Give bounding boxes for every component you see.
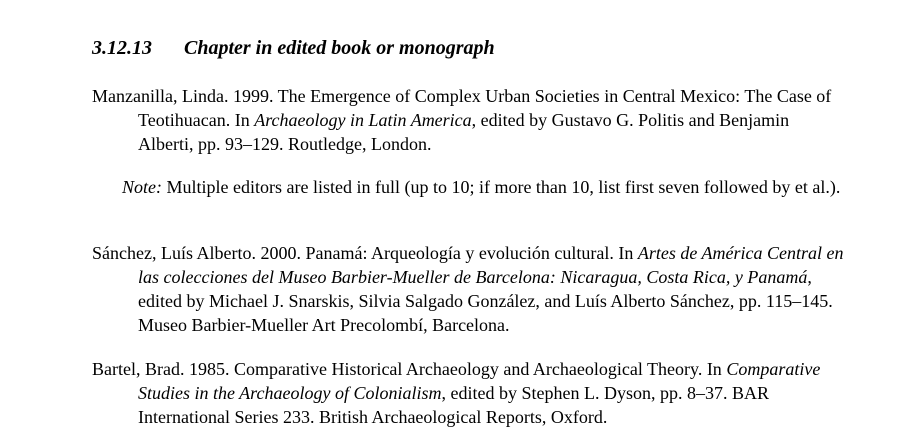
reference-entry-manzanilla [92,84,847,156]
note-label: Note: [122,177,162,197]
reference-publication-details: , edited by Michael J. Snarskis, Silvia Salgado González, and Luís Alberto Sánchez, pp. 115–145. Museo Barbier-Mueller Art Precolombí, Barcelona. [138,267,833,335]
reference-publication-details: , edited by Stephen L. Dyson, pp. 8–37. BAR International Series 233. British Archaeological Reports, Oxford. [138,383,769,427]
reference-book-title: Comparative Studies in the Archaeology of Colonialism [138,359,821,403]
reference-entry-bartel [92,357,847,429]
reference-citation-text: Bartel, Brad. 1985. Comparative Historical Archaeology and Archaeological Theory. In [92,359,727,379]
editor-note [60,175,850,199]
note-text: Multiple editors are listed in full (up to 10; if more than 10, list first seven followed by et al.). [162,177,841,197]
reference-citation-text: Sánchez, Luís Alberto. 2000. Panamá: Arqueología y evolución cultural. In [92,243,638,263]
section-title: Chapter in edited book or monograph [184,37,495,59]
reference-entry-sanchez [92,241,847,337]
section-number: 3.12.13 [92,37,152,59]
section-heading [92,36,495,60]
reference-book-title: Artes de América Central en las colecciones del Museo Barbier-Mueller de Barcelona: Nicaragua, Costa Rica, y Panamá [138,243,844,287]
reference-book-title: Archaeology in Latin America [254,110,472,130]
reference-citation-text: Manzanilla, Linda. 1999. The Emergence of Complex Urban Societies in Central Mexico: The Case of Teotihuacan. In [92,86,832,130]
reference-publication-details: , edited by Gustavo G. Politis and Benjamin Alberti, pp. 93–129. Routledge, London. [138,110,790,154]
